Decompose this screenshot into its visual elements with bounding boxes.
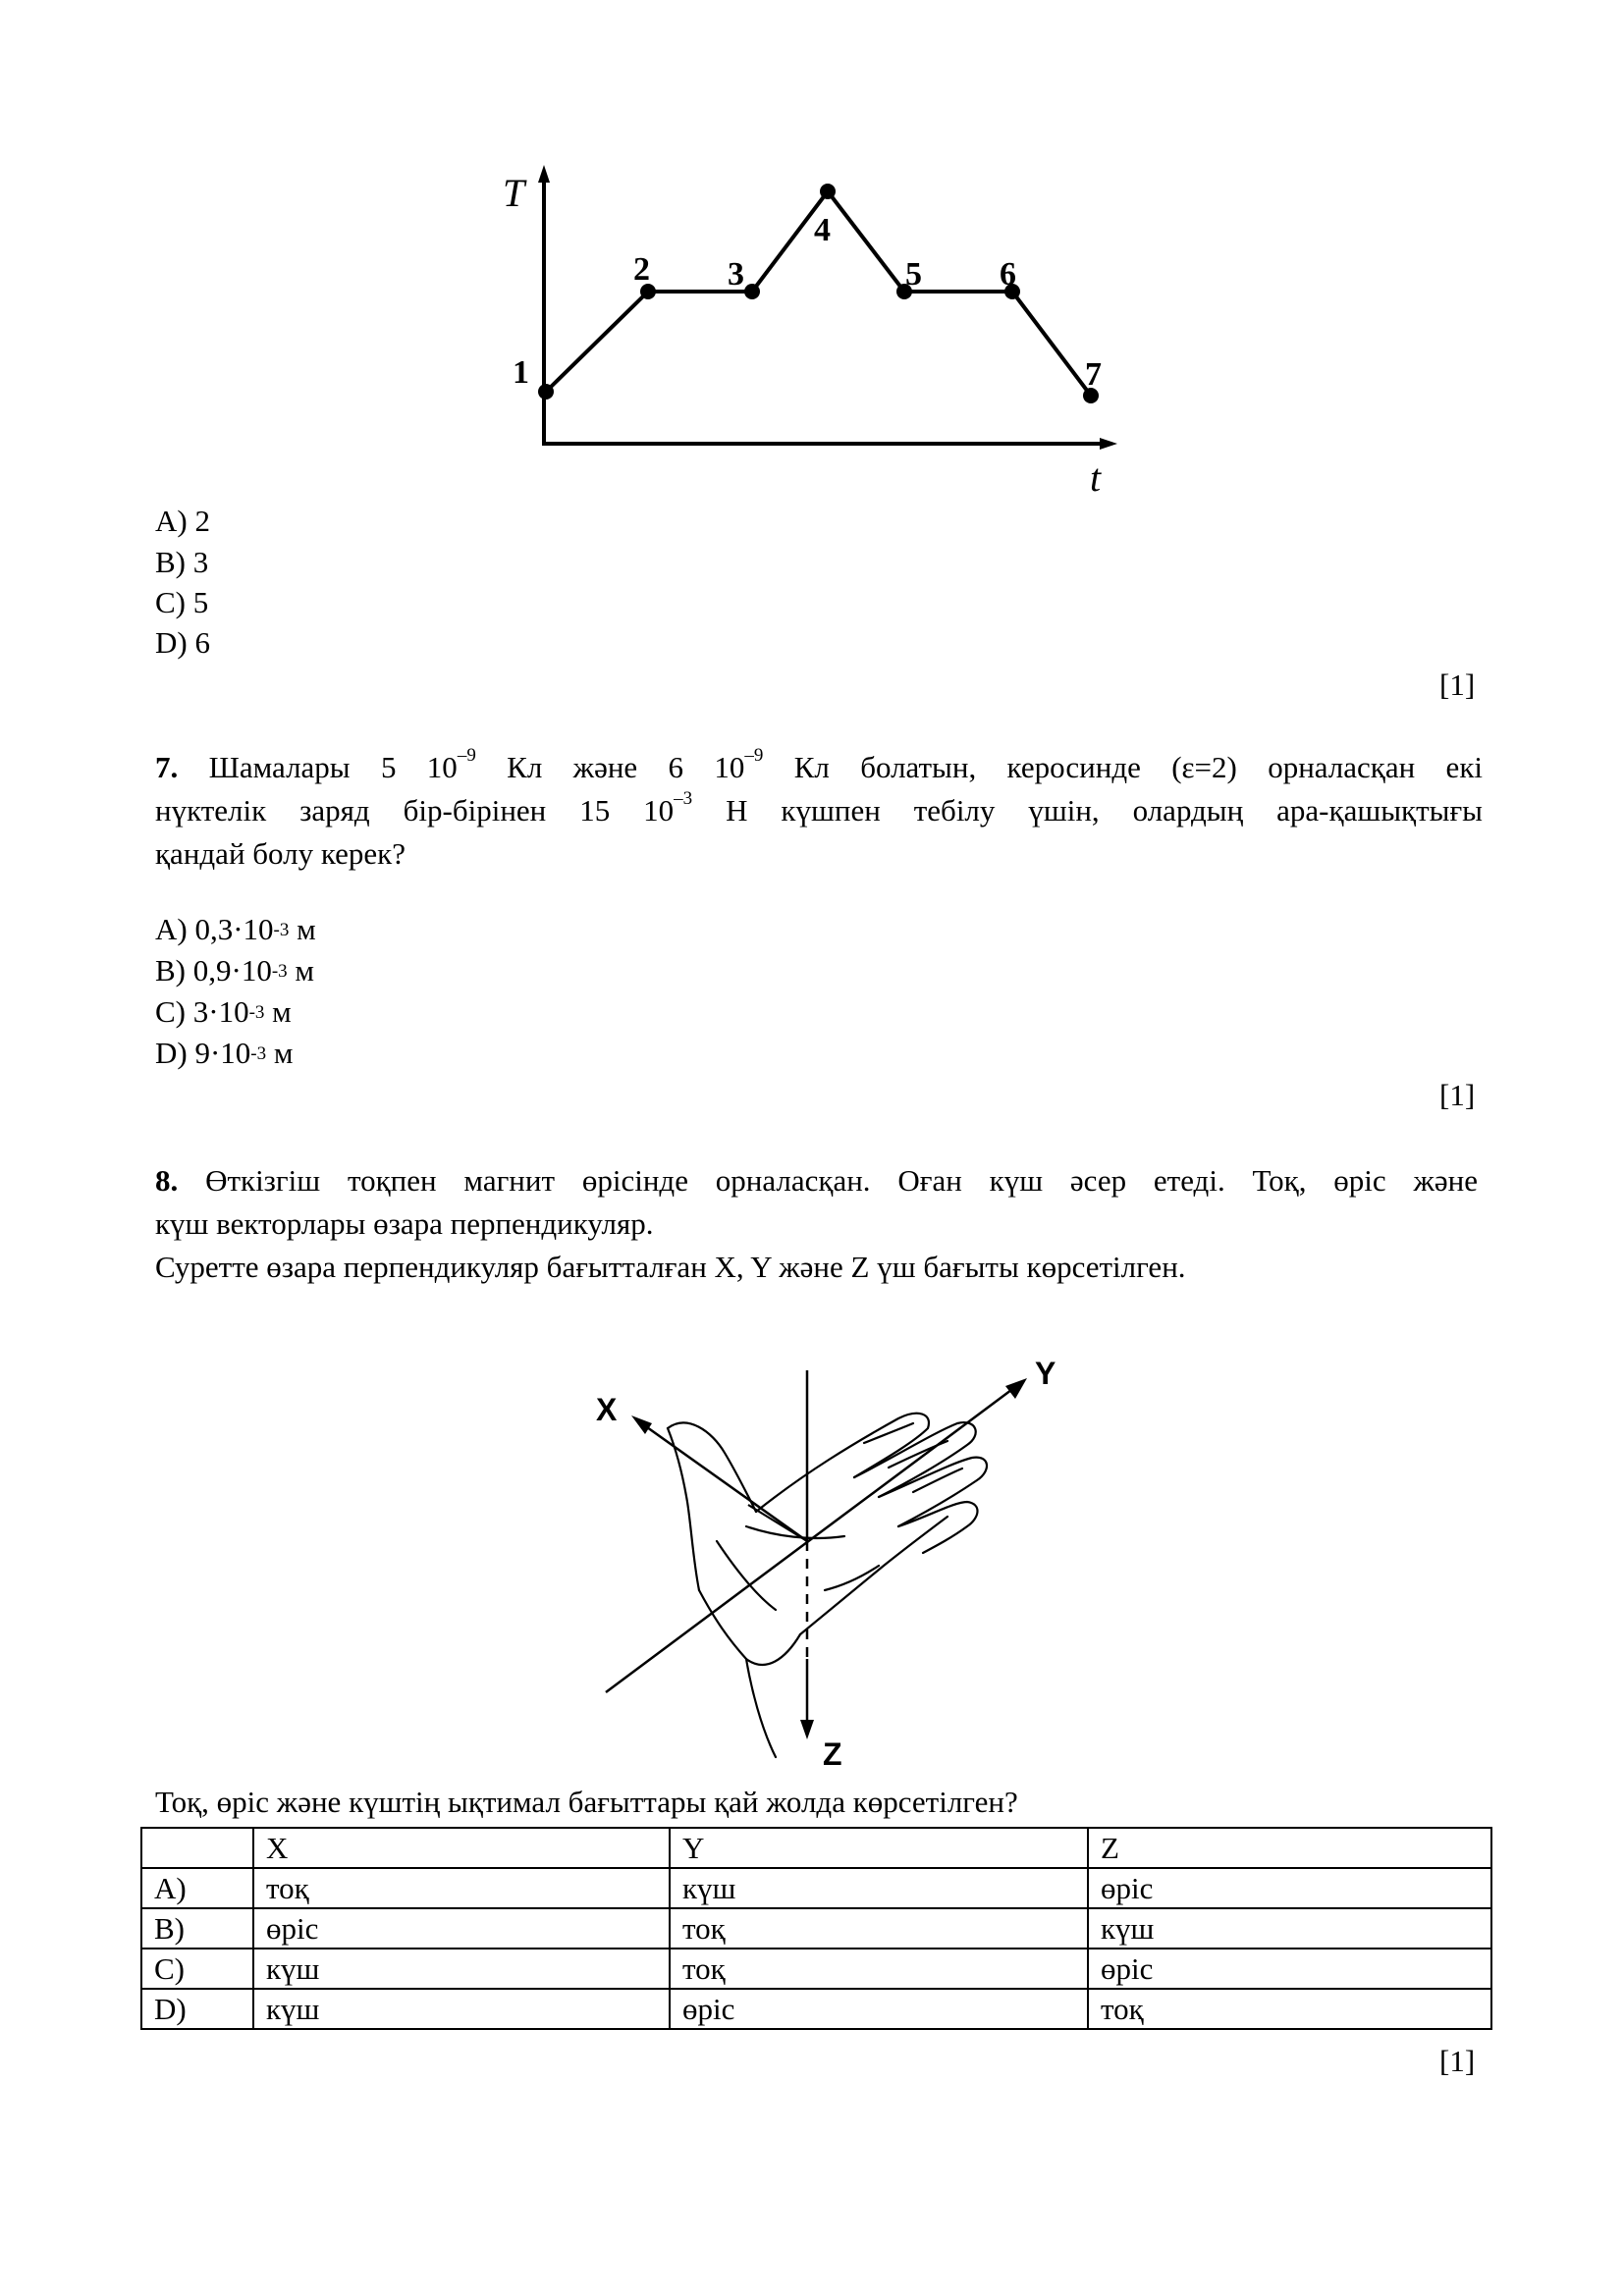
q6-option-c[interactable]: C) 5 (155, 585, 209, 619)
graph-point-label: 4 (814, 212, 831, 248)
q8-mark: [1] (1439, 2044, 1476, 2078)
temperature-time-graph (0, 0, 1624, 510)
table-cell: C) (141, 1949, 253, 1989)
table-cell: тоқ (1088, 1989, 1491, 2029)
x-axis-label: t (1090, 455, 1102, 500)
x-axis-arrow (1100, 438, 1117, 450)
graph-point-label: 1 (513, 354, 529, 391)
table-header-cell: Y (670, 1828, 1088, 1868)
q7-text-part: Кл болатын, керосинде (ε=2) орналасқан екі (763, 750, 1483, 784)
q7-text-part: нүктелік заряд бір-бірінен 15 10 (155, 793, 675, 828)
q8-text-line2: күш векторлары өзара перпендикуляр. (155, 1206, 654, 1241)
x-label: X (596, 1392, 618, 1427)
q7-text-part: Шамалары 5 10 (178, 750, 458, 784)
q6-option-d[interactable]: D) 6 (155, 625, 210, 660)
table-cell: өріс (670, 1989, 1088, 2029)
table-row[interactable] (141, 1868, 1491, 1908)
q7-exponent: –3 (674, 787, 693, 809)
graph-point-1 (538, 384, 554, 400)
z-label: Z (823, 1736, 842, 1772)
q7-text (155, 746, 1483, 876)
table-cell: өріс (1088, 1868, 1491, 1908)
graph-point-3 (744, 284, 760, 299)
q6-mark: [1] (1439, 667, 1476, 702)
y-axis-arrow (538, 165, 550, 183)
q7-option-value: B) 0,9·10 (155, 953, 272, 988)
q7-option-unit: м (289, 912, 316, 946)
q8-text-line3: Суретте өзара перпендикуляр бағытталған X, Y және Z үш бағыты көрсетілген. (155, 1250, 1186, 1284)
q7-option-unit: м (266, 1036, 294, 1070)
x-direction-line (640, 1422, 807, 1541)
q7-option-unit: м (287, 953, 315, 988)
graph-point-4 (820, 184, 836, 199)
table-cell: күш (670, 1868, 1088, 1908)
table-cell: күш (253, 1989, 670, 2029)
q7-option-d[interactable] (155, 1034, 294, 1073)
hand-drawing (668, 1414, 987, 1757)
q7-option-exponent: -3 (271, 961, 288, 982)
table-header-cell (141, 1828, 253, 1868)
table-cell: өріс (1088, 1949, 1491, 1989)
q8-text (155, 1159, 1478, 1289)
q7-option-value: C) 3·10 (155, 994, 249, 1029)
q6-option-b[interactable]: B) 3 (155, 545, 209, 579)
graph-point-label: 3 (728, 256, 744, 293)
graph-point-label: 5 (905, 256, 922, 293)
q8-question: Тоқ, өріс және күштің ықтимал бағыттары қай жолда көрсетілген? (155, 1785, 1018, 1819)
z-arrow-head (800, 1720, 814, 1739)
q7-option-c[interactable] (155, 992, 292, 1032)
table-row[interactable] (141, 1989, 1491, 2029)
graph-point-label: 7 (1085, 356, 1102, 393)
right-hand-rule-figure (550, 1335, 1119, 1787)
table-header-row (141, 1828, 1491, 1868)
table-cell: өріс (253, 1908, 670, 1949)
y-axis-label: T (503, 171, 525, 215)
table-cell: тоқ (670, 1949, 1088, 1989)
y-arrow-head (1005, 1378, 1027, 1399)
graph-point-label: 6 (1000, 256, 1016, 293)
q7-option-unit: м (264, 994, 292, 1029)
q6-option-a[interactable]: A) 2 (155, 504, 210, 538)
q7-option-value: D) 9·10 (155, 1036, 251, 1070)
table-header-cell: X (253, 1828, 670, 1868)
q7-exponent: –9 (744, 744, 764, 766)
graph-point-label: 2 (633, 251, 650, 288)
q7-option-value: A) 0,3·10 (155, 912, 274, 946)
table-cell: B) (141, 1908, 253, 1949)
table-cell: күш (253, 1949, 670, 1989)
q7-exponent: –9 (457, 744, 476, 766)
table-row[interactable] (141, 1949, 1491, 1989)
y-label: Y (1035, 1356, 1056, 1391)
table-cell: D) (141, 1989, 253, 2029)
q8-text-part: Өткізгіш тоқпен магнит өрісінде орналасқан. Оған күш әсер етеді. Тоқ, өріс және (178, 1163, 1478, 1198)
q7-option-exponent: -3 (248, 1002, 265, 1023)
table-row[interactable] (141, 1908, 1491, 1949)
q7-option-exponent: -3 (250, 1043, 267, 1064)
table-cell: A) (141, 1868, 253, 1908)
q7-text-part: Кл және 6 10 (475, 750, 745, 784)
q7-option-exponent: -3 (273, 920, 290, 940)
q7-text-part: Н күшпен тебілу үшін, олардың ара-қашықтығы (692, 793, 1484, 828)
q7-mark: [1] (1439, 1078, 1476, 1112)
table-cell: тоқ (670, 1908, 1088, 1949)
table-cell: тоқ (253, 1868, 670, 1908)
table-cell: күш (1088, 1908, 1491, 1949)
q8-answer-table (140, 1827, 1492, 2030)
table-header-cell: Z (1088, 1828, 1491, 1868)
q7-number: 7. (155, 750, 179, 784)
q8-number: 8. (155, 1163, 179, 1198)
q7-option-a[interactable] (155, 910, 316, 949)
x-arrow-head (631, 1415, 652, 1434)
q7-text-line3: қандай болу керек? (155, 836, 406, 871)
q7-option-b[interactable] (155, 951, 314, 990)
